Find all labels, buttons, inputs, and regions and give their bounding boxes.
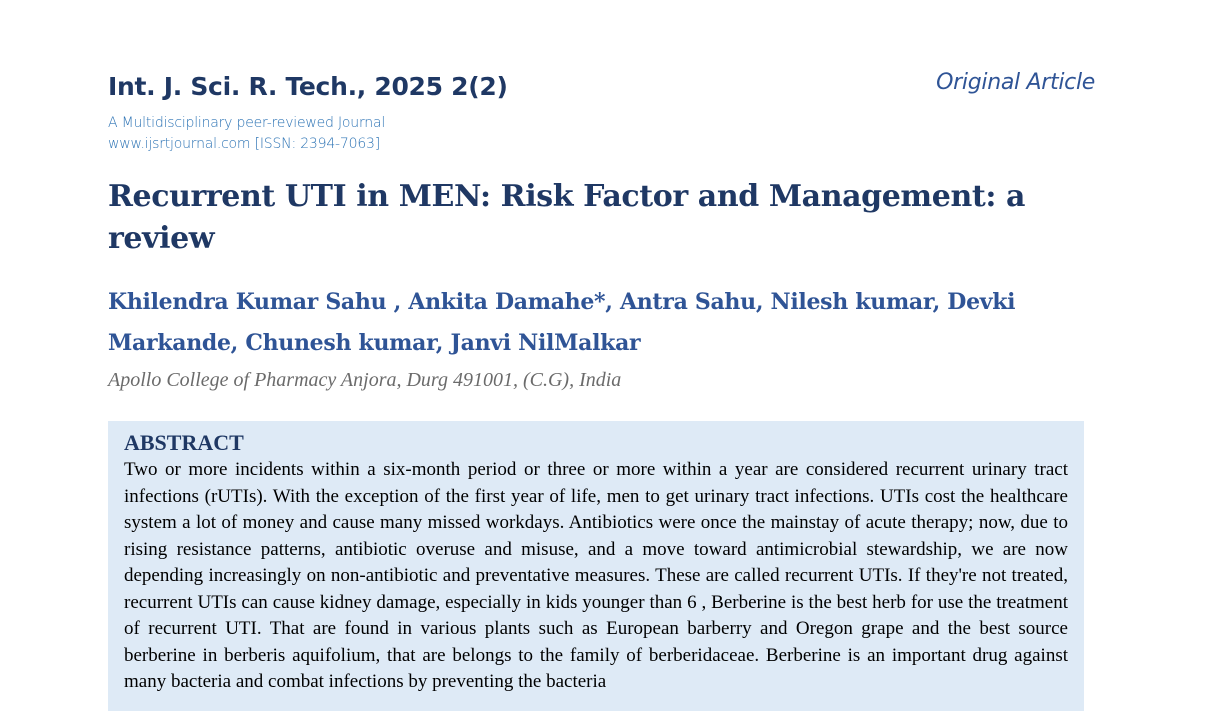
author-list: Khilendra Kumar Sahu , Ankita Damahe*, Antra Sahu, Nilesh kumar, Devki Markande, Chunesh kumar, Janvi NilMalkar: [108, 289, 1016, 356]
abstract-text: Two or more incidents within a six-month period or three or more within a year are considered recurrent urinary tract infections (rUTIs). With the exception of the first year of life, men to get urinary tract infections. UTIs cost the healthcare system a lot of money and cause many missed workdays. Antibiotics were once the mainstay of acute therapy; now, due to rising resistance patterns, antibiotic overuse and misuse, and a move toward antimicrobial stewardship, we are now depending increasingly on non-antibiotic and preventative measures. These are called recurrent UTIs. If they're not treated, recurrent UTIs can cause kidney damage, especially in kids younger than 6 , Berberine is the best herb for use the treatment of recurrent UTI. That are found in various plants such as European barberry and Oregon grape and the best source berberine in berberis aquifolium, that are belongs to the family of berberidaceae. Berberine is an important drug against many bacteria and combat infections by preventing the bacteria: [124, 459, 1068, 692]
journal-website[interactable]: www.ijsrtjournal.com [ISSN: 2394-7063]: [108, 136, 380, 152]
journal-title: Int. J. Sci. R. Tech., 2025 2(2): [108, 72, 508, 101]
paper-title: Recurrent UTI in MEN: Risk Factor and Management: a review: [108, 179, 1026, 256]
journal-info: [108, 113, 385, 155]
journal-tagline: A Multidisciplinary peer-reviewed Journal: [108, 115, 386, 131]
affiliation: Apollo College of Pharmacy Anjora, Durg 491001, (C.G), India: [108, 369, 622, 391]
abstract-heading: ABSTRACT: [124, 430, 244, 455]
article-type-label: Original Article: [936, 70, 1095, 95]
abstract-box: [108, 421, 1084, 711]
